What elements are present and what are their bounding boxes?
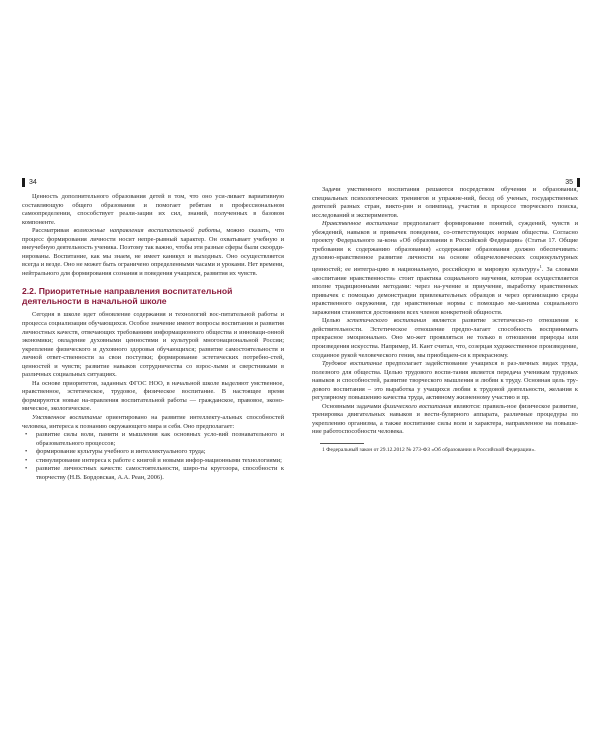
- footnote: 1 Федеральный закон от 29.12.2012 № 273-ФЗ «Об образовании в Российской Федерации».: [322, 446, 536, 453]
- left-page: [22, 0, 292, 750]
- right-page-content: [312, 186, 578, 454]
- list-item: • развитие личностных качеств: самостоятельности, широ-ты кругозора, способности к творчеству (Н.В. Бордовская, А.А. Реан, 2006).: [22, 465, 284, 482]
- term: физического воспитания: [383, 402, 452, 410]
- term: Трудовое воспитание: [322, 360, 383, 368]
- footnote-marker: 1: [539, 263, 542, 269]
- page-number: 34: [29, 179, 37, 186]
- paragraph: Основными задачами физического воспитания являются: правиль-ное физическое развитие, тренировка двигательных навыков и вести-булярного аппарата, различные процедуры по укреплению организма, а также воспитание силы воли и характера, направленное на повыше-ние работоспособности человека.: [312, 402, 578, 436]
- paragraph: Трудовое воспитание предполагает задействование учащихся в раз-личных видах труда, полезного для общества. Целью трудового воспи-тания является передача ученикам трудовых навыков и способностей, развитие творческого мышления и любви к труду. Основная цель тру-дового воспитания – это выработка у учащихся любви к трудовой деятельности, желания к регулярному повышению качества труда, активному жизненному участию и пр.: [312, 360, 578, 402]
- paragraph: Рассматривая возможные направления воспитательной работы, можно сказать, что процесс формирования личности носит непре-рывный характер. Он охватывает учебную и внеучебную деятельность ученика. Поэтому так важно, чтобы эти разные сферы были скоорди-нированы. Воспитание, как мы знаем, не имеет каникул и выходных. Оно осуществляется всегда и везде. Оно не может быть ограничено определенными часами и уроками. Нет времени, нейтрального для формирования сознания и поведения учащихся, развития их чувств.: [22, 227, 284, 277]
- term: Умственное воспитание: [32, 414, 102, 422]
- page-marker-bar: [22, 178, 25, 187]
- paragraph: Ценность дополнительного образования детей в том, что оно уси-ливает вариативную составляющую общего образования и помогает ребятам в профессиональном самоопределении, способствует реали-зации их сил, знаний, полученных в базовом компоненте.: [22, 193, 284, 226]
- paragraph: Целью эстетического воспитания является развитие эстетическо-го отношения к действительности. Эстетическое отношение предпо-лагает способность воспринимать прекрасное эмоционально. Оно мо-жет проявляться не только в отношении природы или произведения искусства. Например, И. Кант считал, что, созерцая художественное произведение, созданное рукой человеческого гения, мы приобщаем-ся к прекрасному.: [312, 317, 579, 359]
- list-item: • стимулирование интереса к работе с книгой и новыми инфор-мационными технологиями;: [22, 457, 284, 466]
- list-item: • развитие силы воли, памяти и мышления как основных усло-вий познавательного и образовательного процессов;: [22, 431, 284, 448]
- left-page-content: [22, 193, 284, 482]
- term: эстетического воспитания: [346, 317, 427, 325]
- paragraph: Нравственное воспитание предполагает формирование понятий, суждений, чувств и убеждений, навыков и привычек поведения, со-ответствующих нормам общества. Согласно проекту Федерального за-кона «Об образовании в Российской Федерации» (Статья 17. Общие требования к содержанию образования) «содержание образования должно обеспечивать: духовно-нравственное развитие личности на основе общечеловеческих социокультурных ценностей; ее интегра-цию в национальную, российскую и мировую культуру»$^1$. За словами «воспитание нравственности» стоит практика социального научения, которая осуществляется вполне традиционными методами: через на-учение и приучение, выработку нравственных привычек с помощью демонстрации привлекательных образцов и через организацию среды нравственного окружения, где нравственные нормы с помощью ме-ханизма социального заражения становятся достоянием всех членов конкретной общности.: [312, 220, 579, 316]
- paragraph: Умственное воспитание ориентировано на развитие интеллекту-альных способностей человека, интереса к познанию окружающего мира и себя. Оно предполагает:: [22, 414, 284, 430]
- paragraph: Задачи умственного воспитания решаются посредством обучения и образования, специальных психологических тренингов и упражне-ний, бесед об ученых, государственных деятелей разных стран, викто-рин и олимпиад, участия в процессе творческого поиска, исследований и экспериментов.: [312, 186, 578, 219]
- paragraph: Сегодня в школе идет обновление содержания и технологий вос-питательной работы и процесса социализации обучающихся. Особое значение имеют вопросы воспитания и развития личностных качеств, отвечающих требованиям информационного общества и инноваци-онной экономики; овладение духовными ценностями и культурой многонациональной России; укрепление физического и духовного здоровья обучающихся; развитие самостоятельности и личной ответ-ственности за свои поступки; формирование эстетических потребно-стей, ценностей и чувств; развитие навыков сотрудничества со взрос-лыми и сверстниками в различных социальных ситуациях.: [22, 311, 284, 379]
- bullet-list: [22, 431, 284, 482]
- page-number: 35: [565, 179, 573, 186]
- page-number-row: [22, 178, 292, 188]
- term: Нравственное воспитание: [322, 220, 399, 228]
- section-heading: 2.2. Приоритетные направления воспитательной деятельности в начальной школе: [22, 286, 233, 307]
- list-item: • формирование культуры учебного и интеллектуального труда;: [22, 448, 284, 457]
- right-page: [308, 0, 578, 750]
- footnote-divider: [320, 443, 364, 444]
- emphasis: возможные направления воспитательной работы: [73, 227, 221, 235]
- paragraph: На основе приоритетов, заданных ФГОС НОО, в начальной школе выделяют умственное, нравственное, эстетическое, трудовое, физическое воспитание. В настоящее время формируются новые на-правления воспитательной работы — гражданское, правовое, эконо-мическое, экологическое.: [22, 379, 284, 413]
